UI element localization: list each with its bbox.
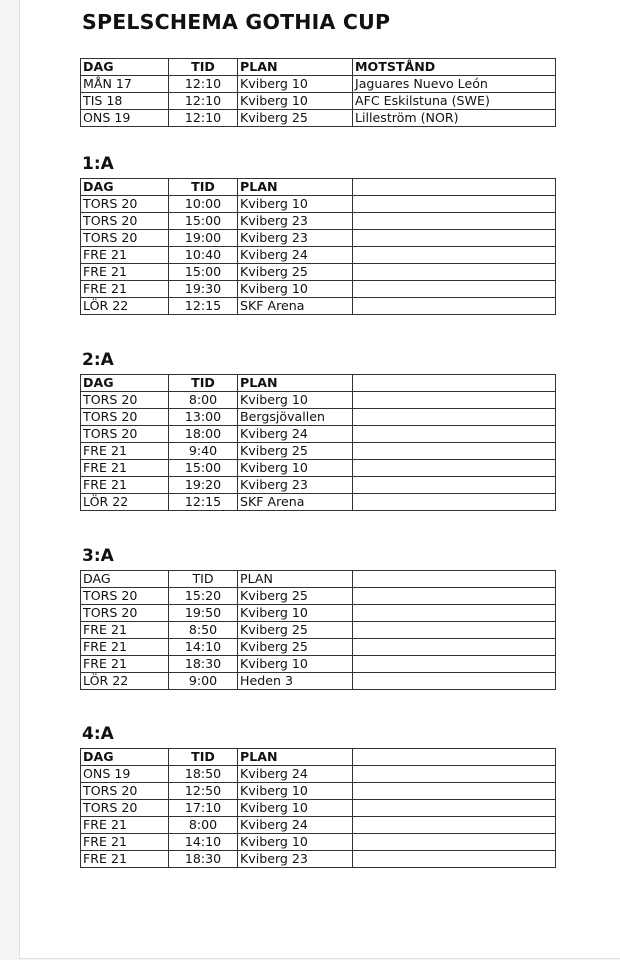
- group-stage-table: [80, 58, 556, 127]
- header-dag: DAG: [81, 59, 169, 76]
- header-plan: PLAN: [238, 749, 353, 766]
- cell-tid: 15:00: [169, 264, 238, 281]
- table-row: [81, 851, 556, 868]
- table-row: [81, 281, 556, 298]
- table-row: [81, 494, 556, 511]
- header-tid: TID: [169, 59, 238, 76]
- cell-dag: FRE 21: [81, 834, 169, 851]
- table-row: [81, 817, 556, 834]
- table-row: [81, 460, 556, 477]
- cell-dag: TORS 20: [81, 230, 169, 247]
- schedule-table-2a: [80, 374, 556, 511]
- table-header-row: [81, 749, 556, 766]
- cell-plan: Kviberg 25: [238, 443, 353, 460]
- cell-dag: TORS 20: [81, 605, 169, 622]
- cell-blank: [353, 298, 556, 315]
- cell-tid: 19:50: [169, 605, 238, 622]
- cell-blank: [353, 656, 556, 673]
- schedule-table-1a: [80, 178, 556, 315]
- cell-dag: TORS 20: [81, 426, 169, 443]
- cell-plan: Kviberg 10: [238, 605, 353, 622]
- cell-dag: FRE 21: [81, 639, 169, 656]
- cell-blank: [353, 783, 556, 800]
- table-row: [81, 800, 556, 817]
- schedule-table-4a: [80, 748, 556, 868]
- cell-blank: [353, 230, 556, 247]
- cell-plan: Kviberg 10: [238, 460, 353, 477]
- cell-blank: [353, 213, 556, 230]
- header-blank: [353, 179, 556, 196]
- cell-blank: [353, 673, 556, 690]
- cell-blank: [353, 460, 556, 477]
- cell-tid: 19:00: [169, 230, 238, 247]
- schedule-table-3a: [80, 570, 556, 690]
- cell-blank: [353, 588, 556, 605]
- table-row: [81, 230, 556, 247]
- cell-dag: TORS 20: [81, 800, 169, 817]
- cell-blank: [353, 851, 556, 868]
- table-row: [81, 110, 556, 127]
- cell-tid: 12:10: [169, 76, 238, 93]
- cell-motstand: Jaguares Nuevo León: [353, 76, 556, 93]
- cell-dag: TORS 20: [81, 783, 169, 800]
- cell-dag: FRE 21: [81, 477, 169, 494]
- page-title: SPELSCHEMA GOTHIA CUP: [82, 10, 391, 34]
- cell-dag: FRE 21: [81, 247, 169, 264]
- header-blank: [353, 749, 556, 766]
- cell-dag: LÖR 22: [81, 298, 169, 315]
- cell-plan: Kviberg 10: [238, 800, 353, 817]
- table-row: [81, 766, 556, 783]
- table-row: [81, 392, 556, 409]
- cell-tid: 9:40: [169, 443, 238, 460]
- cell-tid: 12:10: [169, 110, 238, 127]
- table-row: [81, 639, 556, 656]
- table-header-row: [81, 375, 556, 392]
- cell-plan: Kviberg 25: [238, 110, 353, 127]
- cell-tid: 8:00: [169, 392, 238, 409]
- table-row: [81, 477, 556, 494]
- cell-tid: 19:20: [169, 477, 238, 494]
- cell-dag: TORS 20: [81, 196, 169, 213]
- cell-plan: Bergsjövallen: [238, 409, 353, 426]
- header-dag: DAG: [81, 749, 169, 766]
- cell-plan: Kviberg 10: [238, 834, 353, 851]
- cell-dag: MÅN 17: [81, 76, 169, 93]
- cell-plan: Kviberg 24: [238, 247, 353, 264]
- cell-dag: FRE 21: [81, 817, 169, 834]
- header-tid: TID: [169, 179, 238, 196]
- cell-blank: [353, 409, 556, 426]
- cell-motstand: Lilleström (NOR): [353, 110, 556, 127]
- table-header-row: [81, 571, 556, 588]
- cell-plan: Kviberg 10: [238, 656, 353, 673]
- cell-plan: Kviberg 10: [238, 196, 353, 213]
- cell-plan: Kviberg 25: [238, 622, 353, 639]
- cell-dag: FRE 21: [81, 851, 169, 868]
- table-row: [81, 76, 556, 93]
- table-row: [81, 783, 556, 800]
- cell-tid: 12:15: [169, 298, 238, 315]
- header-tid: TID: [169, 375, 238, 392]
- cell-tid: 10:00: [169, 196, 238, 213]
- cell-plan: Kviberg 25: [238, 639, 353, 656]
- cell-blank: [353, 605, 556, 622]
- section-title-1a: 1:A: [82, 154, 114, 174]
- cell-blank: [353, 834, 556, 851]
- cell-tid: 9:00: [169, 673, 238, 690]
- cell-blank: [353, 196, 556, 213]
- cell-tid: 15:00: [169, 460, 238, 477]
- table-row: [81, 656, 556, 673]
- header-tid: TID: [169, 749, 238, 766]
- cell-plan: Kviberg 10: [238, 783, 353, 800]
- cell-tid: 13:00: [169, 409, 238, 426]
- header-plan: PLAN: [238, 571, 353, 588]
- cell-plan: SKF Arena: [238, 494, 353, 511]
- cell-dag: FRE 21: [81, 622, 169, 639]
- cell-dag: FRE 21: [81, 281, 169, 298]
- cell-tid: 18:50: [169, 766, 238, 783]
- table-row: [81, 426, 556, 443]
- cell-plan: Heden 3: [238, 673, 353, 690]
- table-row: [81, 264, 556, 281]
- cell-plan: SKF Arena: [238, 298, 353, 315]
- cell-tid: 12:15: [169, 494, 238, 511]
- table-row: [81, 588, 556, 605]
- cell-blank: [353, 392, 556, 409]
- cell-plan: Kviberg 24: [238, 817, 353, 834]
- cell-dag: TORS 20: [81, 213, 169, 230]
- cell-dag: TORS 20: [81, 392, 169, 409]
- cell-motstand: AFC Eskilstuna (SWE): [353, 93, 556, 110]
- cell-dag: ONS 19: [81, 110, 169, 127]
- header-dag: DAG: [81, 375, 169, 392]
- cell-tid: 17:10: [169, 800, 238, 817]
- table-row: [81, 196, 556, 213]
- cell-dag: LÖR 22: [81, 673, 169, 690]
- cell-tid: 15:20: [169, 588, 238, 605]
- section-title-3a: 3:A: [82, 546, 114, 566]
- table-row: [81, 605, 556, 622]
- cell-dag: TIS 18: [81, 93, 169, 110]
- cell-blank: [353, 426, 556, 443]
- cell-plan: Kviberg 23: [238, 477, 353, 494]
- header-plan: PLAN: [238, 179, 353, 196]
- cell-tid: 10:40: [169, 247, 238, 264]
- table-header-row: [81, 59, 556, 76]
- header-blank: [353, 375, 556, 392]
- section-title-4a: 4:A: [82, 724, 114, 744]
- cell-plan: Kviberg 25: [238, 264, 353, 281]
- table-row: [81, 834, 556, 851]
- cell-tid: 8:50: [169, 622, 238, 639]
- table-header-row: [81, 179, 556, 196]
- table-row: [81, 443, 556, 460]
- section-title-2a: 2:A: [82, 350, 114, 370]
- cell-dag: FRE 21: [81, 460, 169, 477]
- cell-tid: 18:30: [169, 656, 238, 673]
- cell-blank: [353, 443, 556, 460]
- cell-tid: 14:10: [169, 639, 238, 656]
- table-row: [81, 622, 556, 639]
- cell-tid: 18:30: [169, 851, 238, 868]
- cell-plan: Kviberg 25: [238, 588, 353, 605]
- cell-blank: [353, 622, 556, 639]
- cell-blank: [353, 247, 556, 264]
- cell-tid: 12:50: [169, 783, 238, 800]
- table-row: [81, 298, 556, 315]
- header-dag: DAG: [81, 571, 169, 588]
- cell-blank: [353, 800, 556, 817]
- cell-tid: 18:00: [169, 426, 238, 443]
- cell-dag: FRE 21: [81, 443, 169, 460]
- cell-plan: Kviberg 23: [238, 230, 353, 247]
- cell-tid: 15:00: [169, 213, 238, 230]
- cell-dag: TORS 20: [81, 409, 169, 426]
- cell-plan: Kviberg 23: [238, 851, 353, 868]
- cell-plan: Kviberg 10: [238, 93, 353, 110]
- header-blank: [353, 571, 556, 588]
- cell-plan: Kviberg 23: [238, 213, 353, 230]
- cell-blank: [353, 817, 556, 834]
- cell-dag: FRE 21: [81, 656, 169, 673]
- table-row: [81, 247, 556, 264]
- cell-blank: [353, 639, 556, 656]
- cell-dag: TORS 20: [81, 588, 169, 605]
- cell-blank: [353, 281, 556, 298]
- table-row: [81, 93, 556, 110]
- cell-blank: [353, 477, 556, 494]
- cell-dag: FRE 21: [81, 264, 169, 281]
- header-tid: TID: [169, 571, 238, 588]
- cell-dag: LÖR 22: [81, 494, 169, 511]
- cell-tid: 14:10: [169, 834, 238, 851]
- cell-plan: Kviberg 10: [238, 281, 353, 298]
- cell-plan: Kviberg 24: [238, 426, 353, 443]
- cell-tid: 19:30: [169, 281, 238, 298]
- cell-tid: 8:00: [169, 817, 238, 834]
- cell-blank: [353, 766, 556, 783]
- cell-dag: ONS 19: [81, 766, 169, 783]
- cell-plan: Kviberg 10: [238, 76, 353, 93]
- cell-plan: Kviberg 10: [238, 392, 353, 409]
- header-dag: DAG: [81, 179, 169, 196]
- cell-blank: [353, 494, 556, 511]
- table-row: [81, 409, 556, 426]
- header-plan: PLAN: [238, 59, 353, 76]
- cell-tid: 12:10: [169, 93, 238, 110]
- table-row: [81, 213, 556, 230]
- table-row: [81, 673, 556, 690]
- header-plan: PLAN: [238, 375, 353, 392]
- header-motstand: MOTSTÅND: [353, 59, 556, 76]
- cell-plan: Kviberg 24: [238, 766, 353, 783]
- cell-blank: [353, 264, 556, 281]
